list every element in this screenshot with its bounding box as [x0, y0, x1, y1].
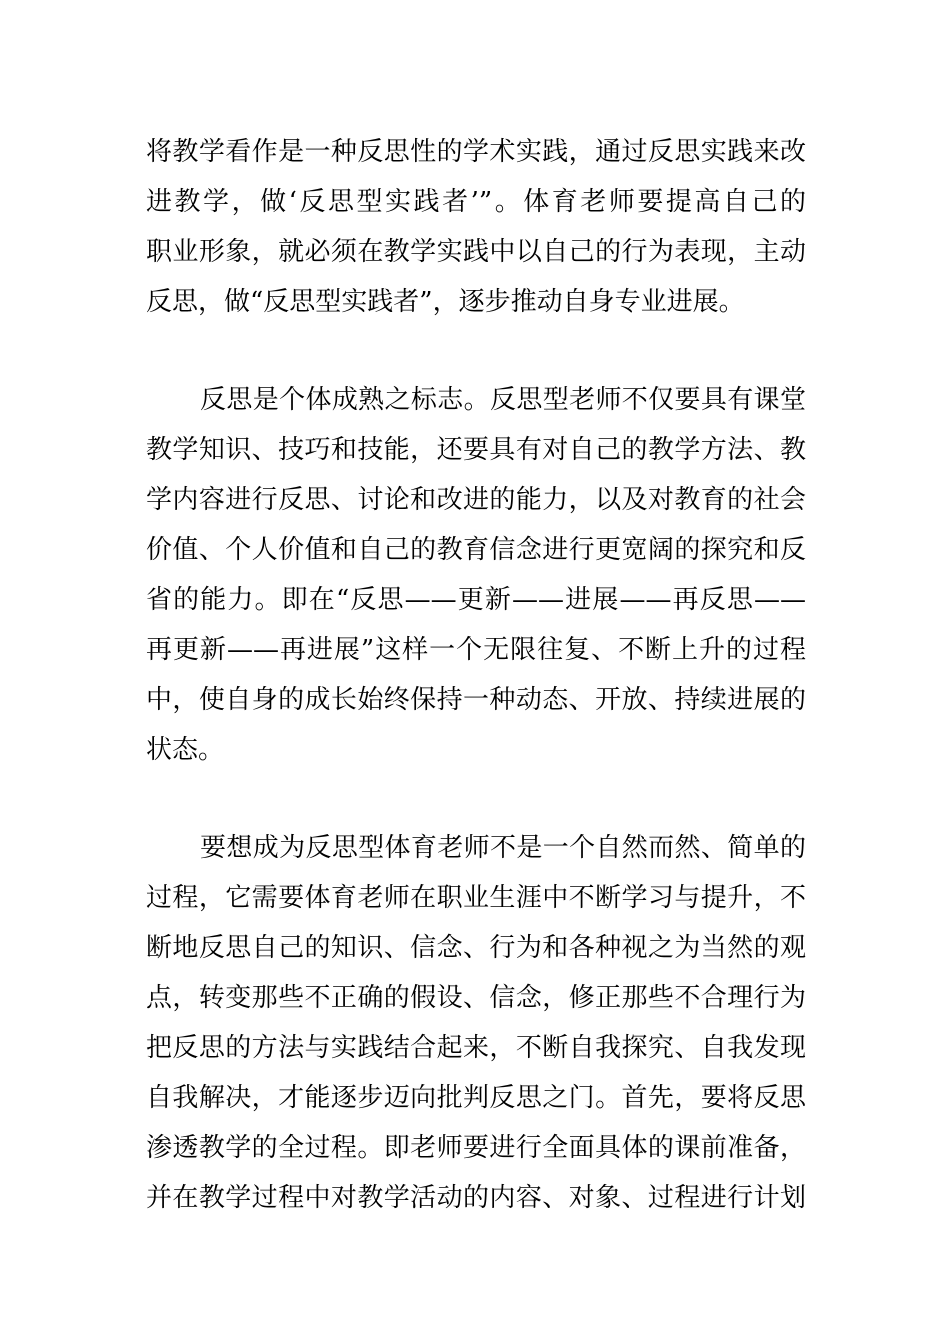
paragraph-1 — [146, 127, 806, 327]
text-line: 把反思的方法与实践结合起来，不断自我探究、自我发现 — [146, 1033, 806, 1063]
text-line: 进教学，做‘反思型实践者’”。体育老师要提高自己的 — [146, 187, 806, 217]
text-line: 断地反思自己的知识、信念、行为和各种视之为当然的观 — [146, 933, 806, 963]
text-line: 点，转变那些不正确的假设、信念，修正那些不合理行为 — [146, 983, 806, 1013]
text-line: 教学知识、技巧和技能，还要具有对自己的教学方法、教 — [146, 435, 806, 465]
paragraph-2 — [146, 375, 806, 775]
text-line: 反思，做“反思型实践者”，逐步推动自身专业进展。 — [146, 287, 745, 317]
paragraph-spacer — [146, 775, 806, 823]
text-line: 学内容进行反思、讨论和改进的能力，以及对教育的社会 — [146, 485, 806, 515]
text-line: 职业形象，就必须在教学实践中以自己的行为表现，主动 — [146, 237, 806, 267]
text-line: 要想成为反思型体育老师不是一个自然而然、简单的 — [200, 833, 806, 863]
text-line: 渗透教学的全过程。即老师要进行全面具体的课前准备， — [146, 1133, 806, 1163]
text-line: 中，使自身的成长始终保持一种动态、开放、持续进展的 — [146, 685, 806, 715]
paragraph-3 — [146, 823, 806, 1223]
text-line: 自我解决，才能逐步迈向批判反思之门。首先，要将反思 — [146, 1083, 806, 1113]
paragraph-spacer — [146, 327, 806, 375]
text-line: 省的能力。即在“反思——更新——进展——再反思—— — [146, 585, 806, 615]
text-line: 反思是个体成熟之标志。反思型老师不仅要具有课堂 — [200, 385, 806, 415]
text-line: 并在教学过程中对教学活动的内容、对象、过程进行计划 — [146, 1183, 806, 1213]
text-line: 价值、个人价值和自己的教育信念进行更宽阔的探究和反 — [146, 535, 806, 565]
document-body — [146, 127, 806, 1223]
text-line: 将教学看作是一种反思性的学术实践，通过反思实践来改 — [146, 137, 806, 167]
text-line: 过程，它需要体育老师在职业生涯中不断学习与提升，不 — [146, 883, 806, 913]
text-line: 再更新——再进展”这样一个无限往复、不断上升的过程 — [146, 635, 806, 665]
text-line: 状态。 — [146, 735, 225, 765]
